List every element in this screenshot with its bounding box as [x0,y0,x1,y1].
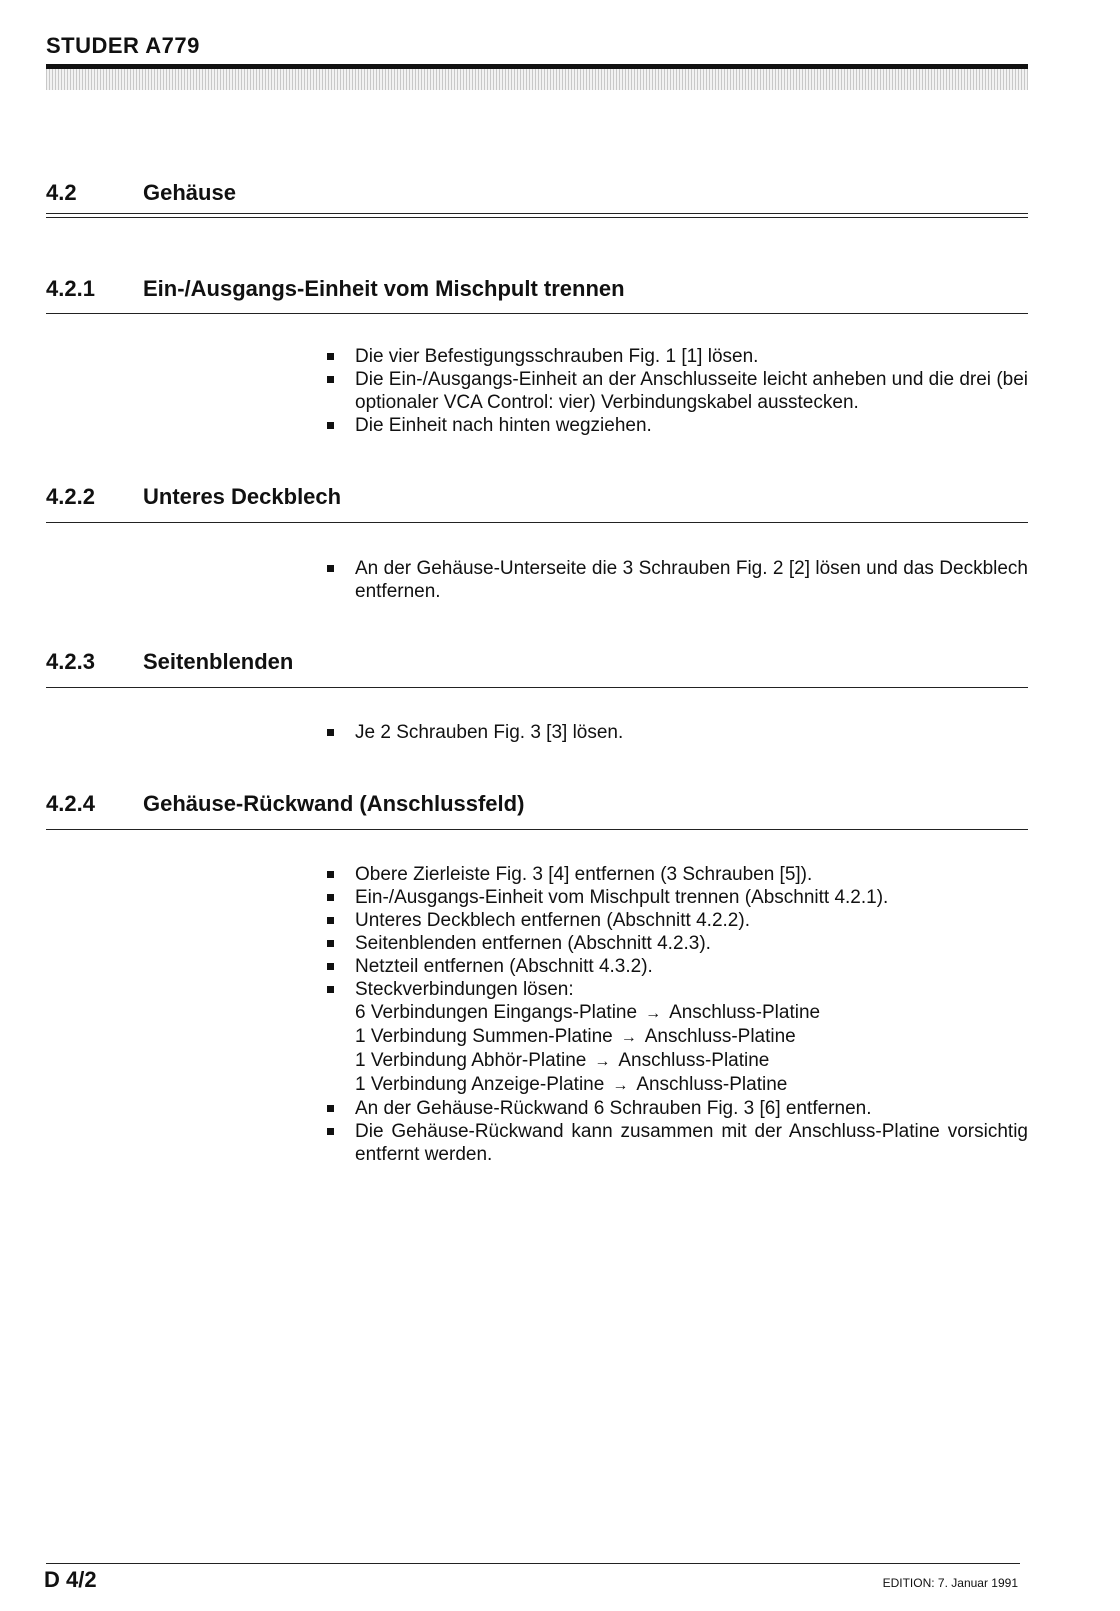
list-item: An der Gehäuse-Unterseite die 3 Schrauben Fig. 2 [2] lösen und das Deckblech entfernen. [325,557,1028,603]
section-title: Gehäuse-Rückwand (Anschlussfeld) [143,791,525,816]
arrow-right-icon: → [594,1053,611,1070]
bullet-icon [327,729,334,736]
section-rule [46,313,1028,314]
edition-date: EDITION: 7. Januar 1991 [882,1576,1018,1590]
connection-line: 1 Verbindung Summen-Platine → Anschluss-Platine [355,1026,796,1047]
bullet-icon [327,986,334,993]
section-4-2-4-steps [325,863,1028,1166]
footer-rule [46,1563,1020,1564]
list-item: Die Ein-/Ausgangs-Einheit an der Anschlusseite leicht anheben und die drei (bei optionaler VCA Control: vier) Verbindungskabel ausstecken. [325,368,1028,414]
page-number: D 4/2 [44,1567,97,1592]
section-title: Ein-/Ausgangs-Einheit vom Mischpult trennen [143,276,625,301]
list-item: Seitenblenden entfernen (Abschnitt 4.2.3). [325,932,1028,955]
section-number: 4.2 [46,180,77,205]
list-item: Je 2 Schrauben Fig. 3 [3] lösen. [325,721,1028,744]
section-4-2-2-steps [325,557,1028,603]
bullet-icon [327,1105,334,1112]
arrow-right-icon: → [645,1005,662,1022]
list-item: Die Einheit nach hinten wegziehen. [325,414,1028,437]
connection-line: 1 Verbindung Anzeige-Platine → Anschluss-Platine [355,1074,788,1095]
bullet-icon [327,1128,334,1135]
list-item: An der Gehäuse-Rückwand 6 Schrauben Fig. 3 [6] entfernen. [325,1097,1028,1120]
list-item: Ein-/Ausgangs-Einheit vom Mischpult trennen (Abschnitt 4.2.1). [325,886,1028,909]
bullet-icon [327,917,334,924]
section-rule-double [46,213,1028,218]
section-rule [46,687,1028,688]
list-item: Steckverbindungen lösen: 6 Verbindungen Eingangs-Platine → Anschluss-Platine 1 Verbindung Summen-Platine → Anschluss-Platine 1 Verbindung Abhör-Platine → Anschluss-Platine 1 Verbindung Anzeige-Platine → Anschluss-Platine [325,978,1028,1097]
document-header-title: STUDER A779 [46,33,200,58]
bullet-icon [327,963,334,970]
connection-line: 1 Verbindung Abhör-Platine → Anschluss-Platine [355,1050,770,1071]
section-title: Seitenblenden [143,649,294,674]
bullet-icon [327,376,334,383]
list-item: Netzteil entfernen (Abschnitt 4.3.2). [325,955,1028,978]
section-rule [46,829,1028,830]
section-title: Gehäuse [143,180,236,205]
section-rule [46,522,1028,523]
section-4-2-1-steps [325,345,1028,437]
section-number: 4.2.1 [46,276,95,301]
bullet-icon [327,940,334,947]
bullet-icon [327,894,334,901]
section-number: 4.2.4 [46,791,95,816]
arrow-right-icon: → [612,1077,629,1094]
section-4-2-3-steps [325,721,1028,744]
section-number: 4.2.3 [46,649,95,674]
list-item: Die vier Befestigungsschrauben Fig. 1 [1] lösen. [325,345,1028,368]
bullet-icon [327,565,334,572]
bullet-icon [327,353,334,360]
list-item: Obere Zierleiste Fig. 3 [4] entfernen (3 Schrauben [5]). [325,863,1028,886]
section-title: Unteres Deckblech [143,484,342,509]
bullet-icon [327,871,334,878]
section-number: 4.2.2 [46,484,95,509]
header-bar [46,64,1028,90]
bullet-icon [327,422,334,429]
list-item: Die Gehäuse-Rückwand kann zusammen mit der Anschluss-Platine vorsichtig entfernt werden. [325,1120,1028,1166]
arrow-right-icon: → [620,1029,637,1046]
list-item: Unteres Deckblech entfernen (Abschnitt 4.2.2). [325,909,1028,932]
connection-line: 6 Verbindungen Eingangs-Platine → Anschluss-Platine [355,1002,821,1023]
